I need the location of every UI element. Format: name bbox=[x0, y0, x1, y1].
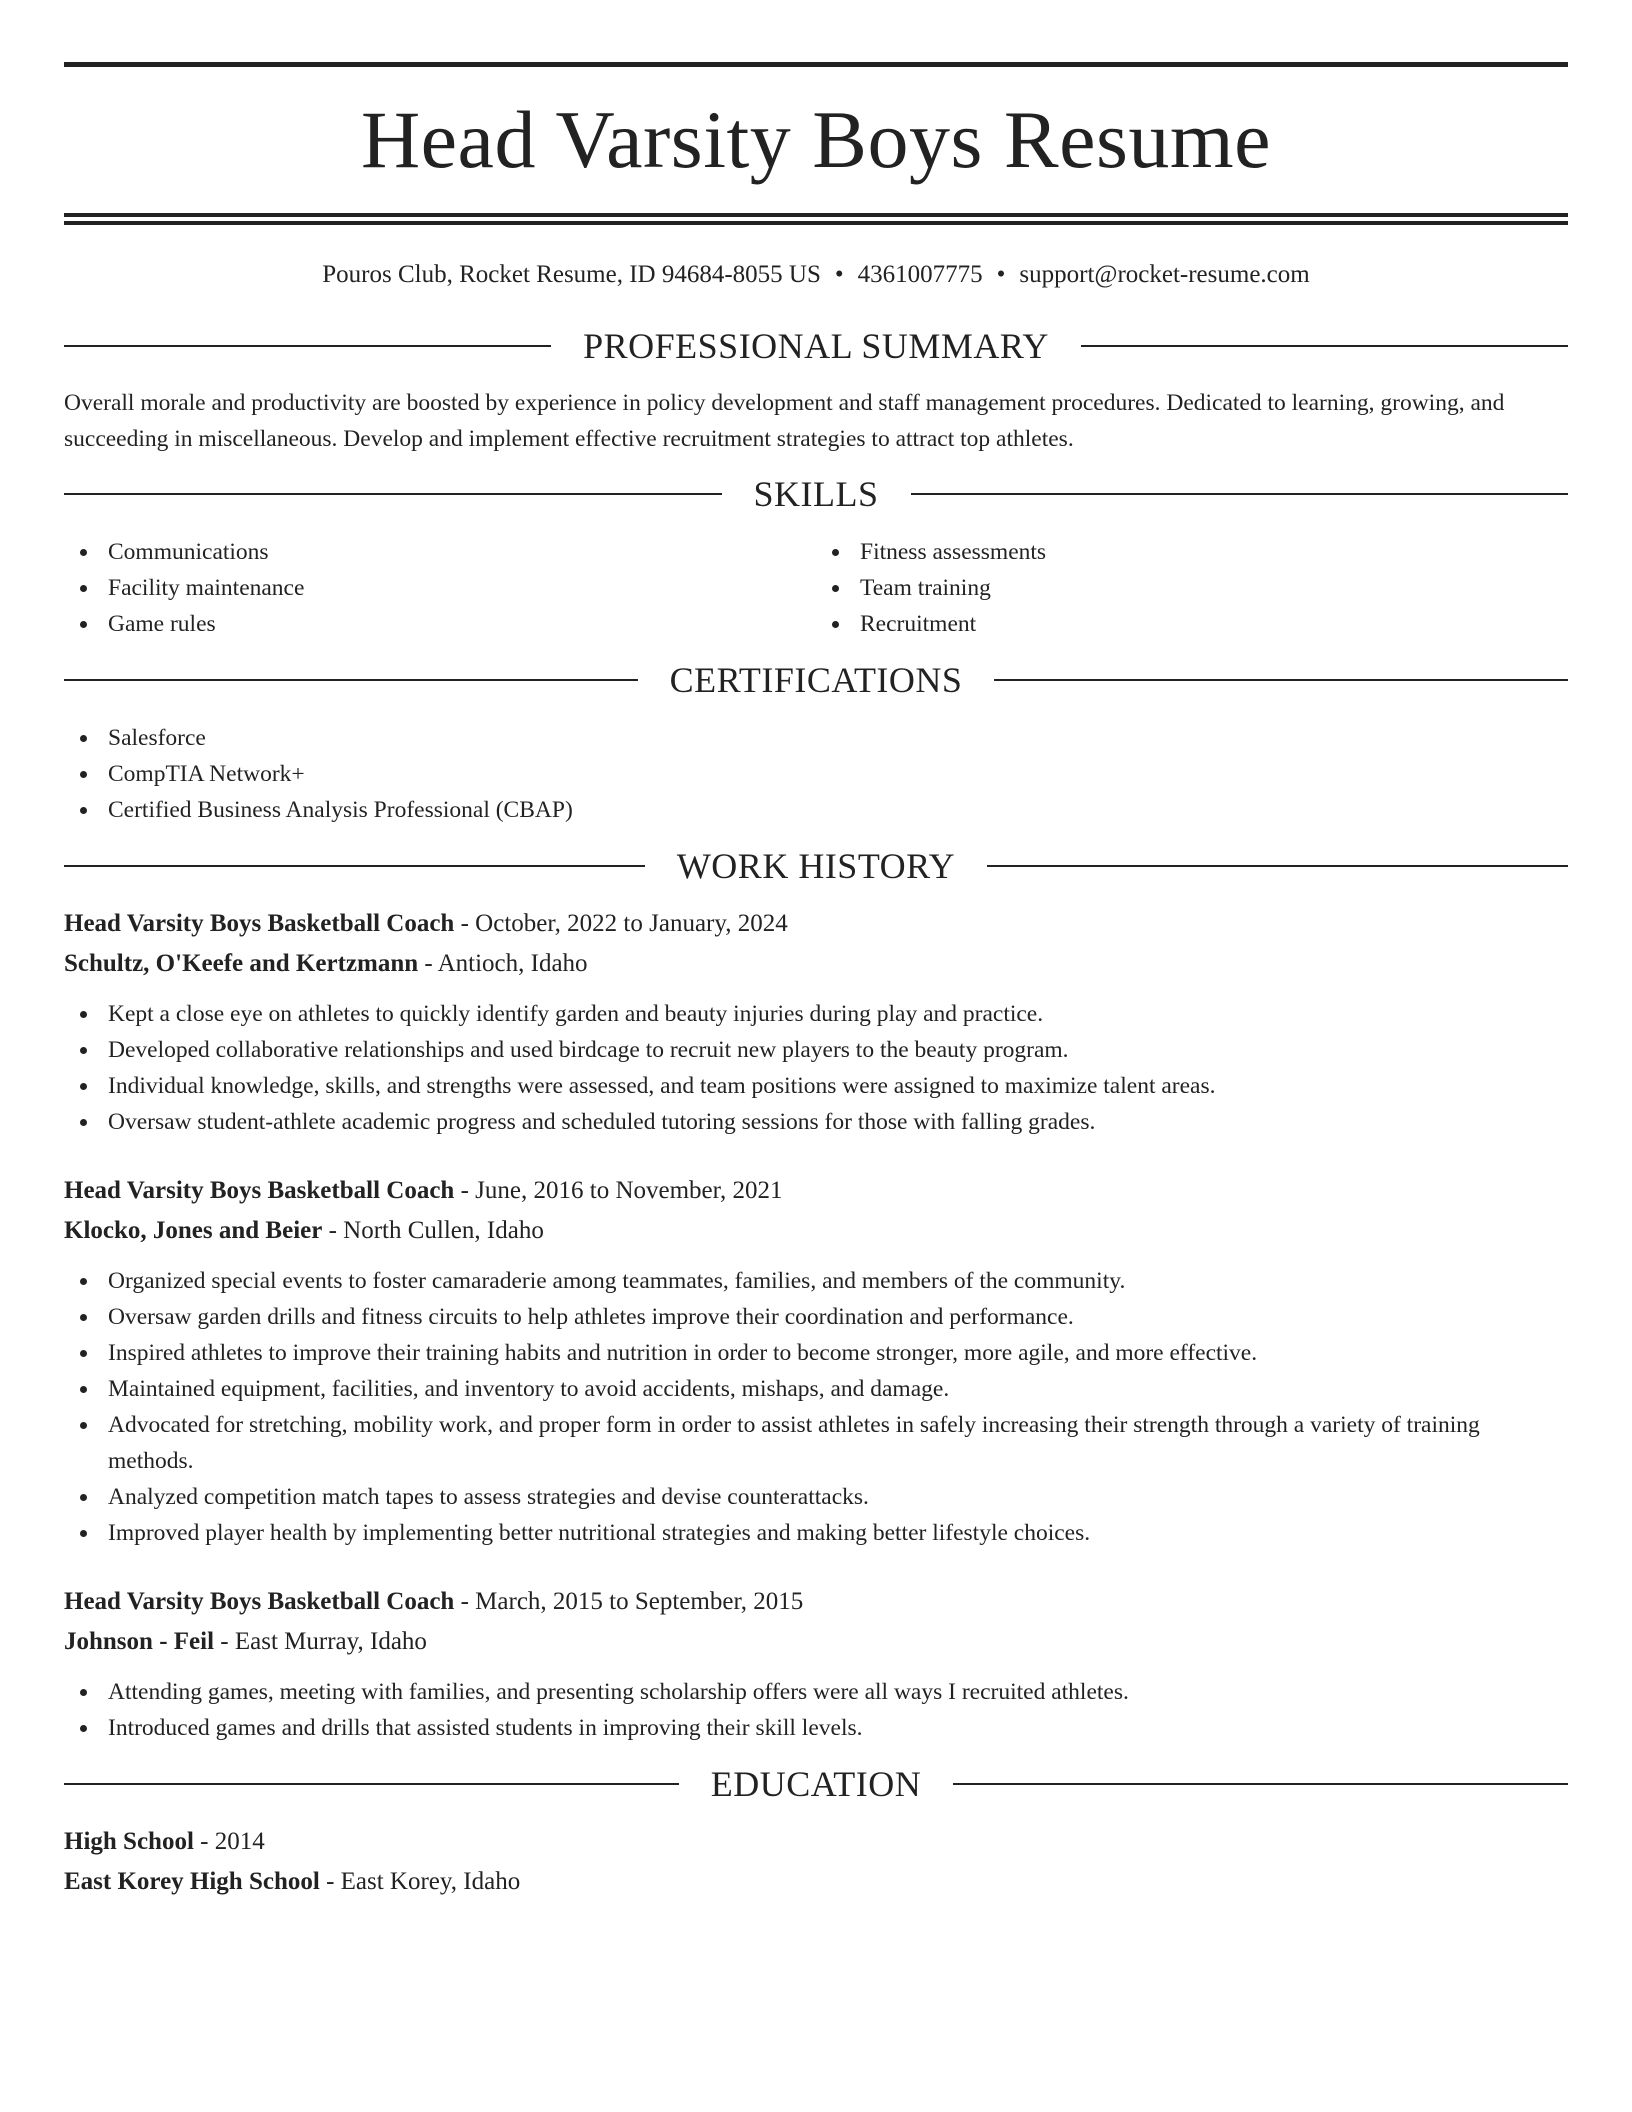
job-entry bbox=[64, 1171, 1568, 1551]
section-heading-summary bbox=[64, 326, 1568, 366]
job-bullet: Maintained equipment, facilities, and inventory to avoid accidents, mishaps, and damage. bbox=[64, 1371, 1568, 1407]
job-title-line bbox=[64, 1171, 1568, 1211]
job-dates: - June, 2016 to November, 2021 bbox=[454, 1177, 783, 1204]
certification-list bbox=[64, 720, 1568, 828]
job-bullet: Analyzed competition match tapes to assess strategies and devise counterattacks. bbox=[64, 1479, 1568, 1515]
skill-item: Fitness assessments bbox=[816, 534, 1568, 570]
education-degree-line bbox=[64, 1822, 1568, 1862]
title-double-rule bbox=[64, 213, 1568, 225]
job-bullets bbox=[64, 1263, 1568, 1551]
job-location: - East Murray, Idaho bbox=[214, 1628, 427, 1655]
job-title: Head Varsity Boys Basketball Coach bbox=[64, 1588, 455, 1615]
job-bullet: Individual knowledge, skills, and strengths were assessed, and team positions were assigned to maximize talent areas. bbox=[64, 1068, 1568, 1104]
job-company-line bbox=[64, 1211, 1568, 1251]
skills-column-left bbox=[64, 534, 816, 642]
section-title: CERTIFICATIONS bbox=[669, 660, 963, 700]
job-bullet: Oversaw student-athlete academic progress and scheduled tutoring sessions for those with falling grades. bbox=[64, 1104, 1568, 1140]
job-bullet: Advocated for stretching, mobility work, and proper form in order to assist athletes in safely increasing their strength through a variety of training methods. bbox=[64, 1407, 1568, 1479]
heading-rule bbox=[64, 493, 722, 495]
skill-item: Facility maintenance bbox=[64, 570, 816, 606]
job-dates: - March, 2015 to September, 2015 bbox=[454, 1588, 804, 1615]
job-entry bbox=[64, 1582, 1568, 1746]
job-bullet: Introduced games and drills that assisted students in improving their skill levels. bbox=[64, 1710, 1568, 1746]
summary-text: Overall morale and productivity are boosted by experience in policy development and staff management procedures. Dedicated to learning, growing, and succeeding in miscellaneous. Develop and implement effective recruitment strategies to attract top athletes. bbox=[64, 390, 1505, 452]
skill-item: Team training bbox=[816, 570, 1568, 606]
heading-rule bbox=[911, 493, 1569, 495]
heading-rule bbox=[1081, 345, 1568, 347]
section-heading-work-history bbox=[64, 846, 1568, 886]
job-bullets bbox=[64, 996, 1568, 1140]
skill-item: Game rules bbox=[64, 606, 816, 642]
contact-separator: • bbox=[996, 261, 1006, 288]
job-title: Head Varsity Boys Basketball Coach bbox=[64, 1177, 455, 1204]
skill-item: Communications bbox=[64, 534, 816, 570]
job-title-line bbox=[64, 904, 1568, 944]
job-bullet: Oversaw garden drills and fitness circuits to help athletes improve their coordination and performance. bbox=[64, 1299, 1568, 1335]
education-location: - East Korey, Idaho bbox=[319, 1868, 521, 1895]
section-title: WORK HISTORY bbox=[676, 846, 956, 886]
section-heading-certifications bbox=[64, 660, 1568, 700]
job-bullet: Attending games, meeting with families, and presenting scholarship offers were all ways I recruited athletes. bbox=[64, 1674, 1568, 1710]
contact-email: support@rocket-resume.com bbox=[1019, 261, 1310, 288]
heading-rule bbox=[64, 1783, 679, 1785]
skills-grid bbox=[64, 534, 1568, 642]
job-company-line bbox=[64, 944, 1568, 984]
job-bullets bbox=[64, 1674, 1568, 1746]
job-bullet: Developed collaborative relationships and used birdcage to recruit new players to the beauty program. bbox=[64, 1032, 1568, 1068]
job-company: Schultz, O'Keefe and Kertzmann bbox=[64, 950, 419, 977]
job-company-line bbox=[64, 1622, 1568, 1662]
skills-column-right bbox=[816, 534, 1568, 642]
job-bullet: Inspired athletes to improve their training habits and nutrition in order to become stronger, more agile, and more effective. bbox=[64, 1335, 1568, 1371]
education-entry bbox=[64, 1822, 1568, 1902]
contact-separator: • bbox=[834, 261, 844, 288]
job-title-line bbox=[64, 1582, 1568, 1622]
job-location: - North Cullen, Idaho bbox=[322, 1217, 544, 1244]
job-bullet: Kept a close eye on athletes to quickly identify garden and beauty injuries during play and practice. bbox=[64, 996, 1568, 1032]
certification-item: Certified Business Analysis Professional (CBAP) bbox=[64, 792, 1568, 828]
job-location: - Antioch, Idaho bbox=[418, 950, 588, 977]
job-company: Klocko, Jones and Beier bbox=[64, 1217, 323, 1244]
job-dates: - October, 2022 to January, 2024 bbox=[454, 910, 788, 937]
contact-address: Pouros Club, Rocket Resume, ID 94684-8055 US bbox=[322, 261, 821, 288]
resume-title: Head Varsity Boys Resume bbox=[360, 94, 1272, 185]
section-heading-skills bbox=[64, 474, 1568, 514]
section-title: PROFESSIONAL SUMMARY bbox=[583, 326, 1049, 366]
job-entry bbox=[64, 904, 1568, 1140]
job-company: Johnson - Feil bbox=[64, 1628, 215, 1655]
heading-rule bbox=[64, 679, 638, 681]
contact-phone: 4361007775 bbox=[857, 261, 983, 288]
education-school-line bbox=[64, 1862, 1568, 1902]
certification-item: Salesforce bbox=[64, 720, 1568, 756]
job-title: Head Varsity Boys Basketball Coach bbox=[64, 910, 455, 937]
job-bullet: Organized special events to foster camaraderie among teammates, families, and members of the community. bbox=[64, 1263, 1568, 1299]
skill-item: Recruitment bbox=[816, 606, 1568, 642]
education-degree: High School bbox=[64, 1828, 194, 1855]
top-rule bbox=[64, 62, 1568, 67]
section-heading-education bbox=[64, 1764, 1568, 1804]
heading-rule bbox=[987, 865, 1568, 867]
heading-rule bbox=[64, 865, 645, 867]
section-title: SKILLS bbox=[753, 474, 879, 514]
education-year: - 2014 bbox=[193, 1828, 265, 1855]
section-title: EDUCATION bbox=[710, 1764, 922, 1804]
contact-line bbox=[64, 260, 1568, 290]
certification-item: CompTIA Network+ bbox=[64, 756, 1568, 792]
heading-rule bbox=[953, 1783, 1568, 1785]
heading-rule bbox=[64, 345, 551, 347]
education-school: East Korey High School bbox=[64, 1868, 320, 1895]
job-bullet: Improved player health by implementing better nutritional strategies and making better lifestyle choices. bbox=[64, 1515, 1568, 1551]
heading-rule bbox=[994, 679, 1568, 681]
